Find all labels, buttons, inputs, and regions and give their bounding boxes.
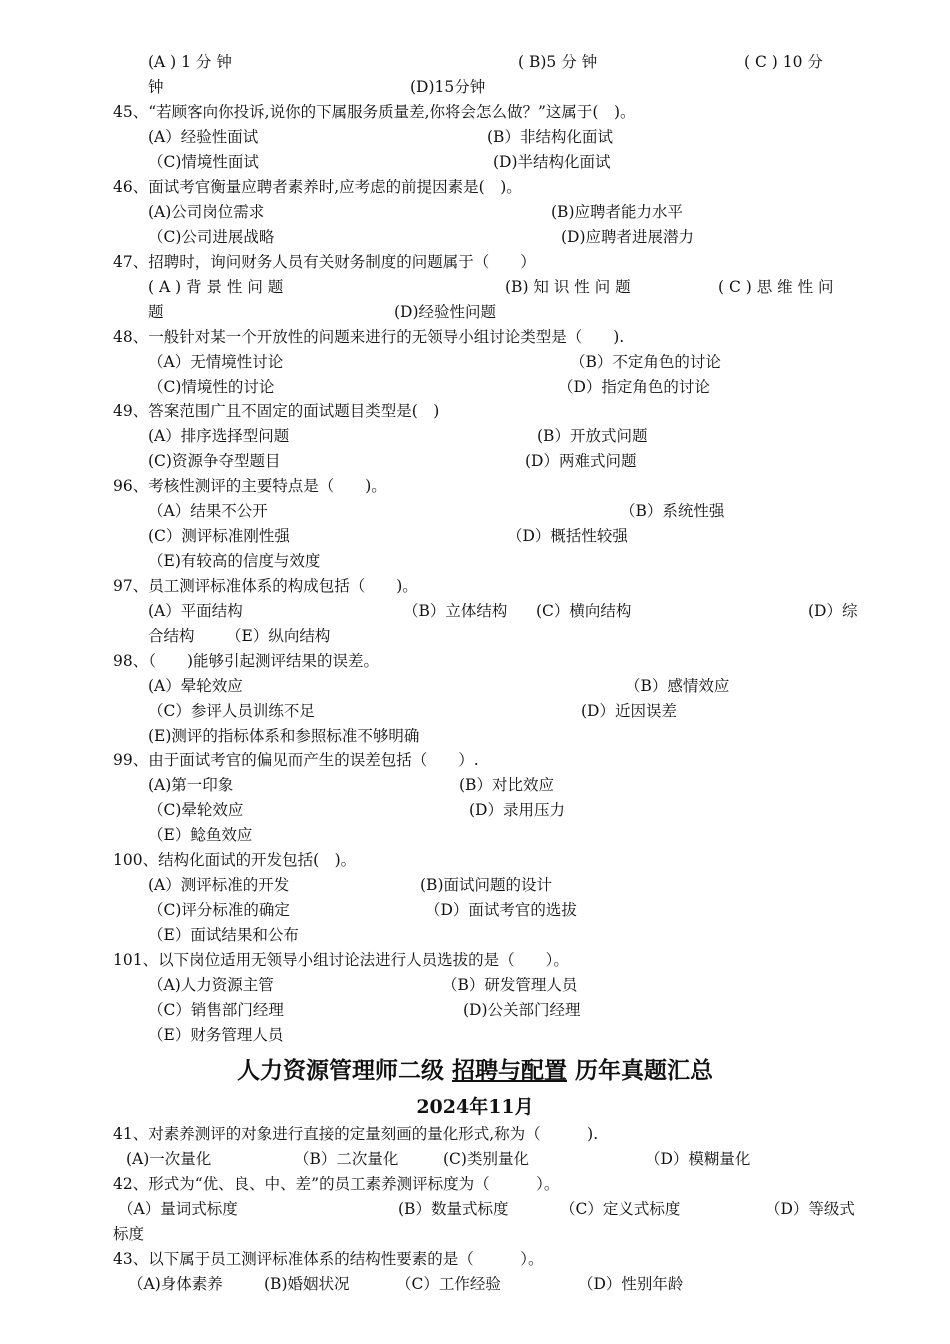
q46-stem: 46、面试考官衡量应聘者素养时,应考虑的前提因素是( )。 [113,178,522,196]
q98-option-a: (A）晕轮效应 [148,677,243,695]
q41-option-a: (A)一次量化 [126,1150,212,1168]
q98-option-b: （B）感情效应 [625,677,730,695]
section-date: 2024年11月 [416,1096,534,1118]
q100-option-b: (B)面试问题的设计 [420,876,552,894]
q97-stem: 97、员工测评标准体系的构成包括（ )。 [113,577,418,595]
q99-stem: 99、由于面试考官的偏见而产生的误差包括（ ）. [113,751,479,769]
q45-stem: 45、“若顾客向你投诉,说你的下属服务质量差,你将会怎么做？”这属于( )。 [113,103,636,121]
q99-option-d: (D）录用压力 [469,801,565,819]
q96-option-e: （E)有较高的信度与效度 [148,552,321,570]
q46-option-a: (A)公司岗位需求 [148,203,265,221]
q44-option-d: (D)15分钟 [410,78,486,96]
q47-option-b: (B) 知 识 性 问 题 [505,278,631,296]
q100-option-c: （C)评分标准的确定 [148,901,290,919]
q43-option-c: （C）工作经验 [396,1275,501,1293]
q42-option-b: (B）数量式标度 [398,1200,509,1218]
q42-stem: 42、形式为“优、良、中、差”的员工素养测评标度为（ ）。 [113,1175,560,1193]
section-title-post: 历年真题汇总 [567,1057,714,1084]
q101-option-e: （E）财务管理人员 [148,1026,284,1044]
q42-option-d: （D）等级式 [765,1200,855,1218]
q43-option-a: （A)身体素养 [128,1275,223,1293]
q44-option-a: (A ) 1 分 钟 [148,53,232,71]
q47-option-a: ( A ) 背 景 性 问 题 [148,278,284,296]
q100-stem: 100、结构化面试的开发包括( )。 [113,851,357,869]
q45-option-a: (A）经验性面试 [148,128,259,146]
q41-option-d: （D）模糊量化 [645,1150,751,1168]
q96-stem: 96、考核性测评的主要特点是（ )。 [113,477,387,495]
q100-option-d: （D）面试考官的选拔 [425,901,577,919]
q97-option-e: （E）纵向结构 [226,627,331,645]
q41-option-c: (C)类别量化 [443,1150,529,1168]
q42-option-d-cont: 标度 [113,1225,145,1243]
section-title-subject: 招聘与配置 [452,1057,567,1084]
q45-option-d: (D)半结构化面试 [493,153,611,171]
q99-option-b: (B）对比效应 [459,776,554,794]
q96-option-b: （B）系统性强 [620,502,725,520]
q46-option-b: (B)应聘者能力水平 [551,203,683,221]
q42-option-a: （A）量词式标度 [118,1200,238,1218]
q49-option-c: (C)资源争夺型题目 [148,452,281,470]
q101-stem: 101、以下岗位适用无领导小组讨论法进行人员选拔的是（ ）。 [113,951,569,969]
q46-option-d: (D)应聘者进展潜力 [561,228,695,246]
q98-option-e: (E)测评的指标体系和参照标准不够明确 [148,727,420,745]
q41-stem: 41、对素养测评的对象进行直接的定量刻画的量化形式,称为（ ). [113,1125,599,1143]
q97-option-d: (D）综 [808,602,858,620]
q99-option-a: (A)第一印象 [148,776,234,794]
q47-stem: 47、招聘时，询问财务人员有关财务制度的问题属于（ ） [113,253,536,271]
q99-option-c: （C)晕轮效应 [148,801,244,819]
q45-option-c: （C)情境性面试 [148,153,259,171]
q44-option-c: ( C ) 10 分 [744,53,823,71]
q49-option-a: (A）排序选择型问题 [148,427,290,445]
q43-option-d: （D）性别年龄 [578,1275,684,1293]
q97-option-c: (C）横向结构 [536,602,632,620]
q96-option-c: (C）测评标准刚性强 [148,527,290,545]
q101-option-c: （C）销售部门经理 [148,1001,284,1019]
q48-option-c: （C)情境性的讨论 [148,378,275,396]
q96-option-a: （A）结果不公开 [148,502,268,520]
q46-option-c: （C)公司进展战略 [148,228,275,246]
q101-option-b: （B）研发管理人员 [442,976,578,994]
q101-option-d: (D)公关部门经理 [463,1001,581,1019]
q99-option-e: （E）鲶鱼效应 [148,826,253,844]
q45-option-b: (B）非结构化面试 [487,128,613,146]
q96-option-d: （D）概括性较强 [507,527,628,545]
q98-option-d: (D）近因误差 [581,702,677,720]
q100-option-a: (A）测评标准的开发 [148,876,290,894]
q43-stem: 43、以下属于员工测评标准体系的结构性要素的是（ ）。 [113,1250,544,1268]
q44-option-c-cont: 钟 [148,78,164,96]
q47-option-c-cont: 题 [148,303,164,321]
q49-option-b: (B）开放式问题 [537,427,648,445]
q98-stem: 98、（ )能够引起测评结果的误差。 [113,652,380,670]
q47-option-d: (D)经验性问题 [394,303,497,321]
section-title-pre: 人力资源管理师二级 [236,1057,452,1084]
q97-option-a: (A）平面结构 [148,602,243,620]
q49-option-d: (D）两难式问题 [525,452,637,470]
q43-option-b: (B)婚姻状况 [264,1275,350,1293]
q100-option-e: （E）面试结果和公布 [148,926,299,944]
q97-option-d-cont: 合结构 [148,627,195,645]
q48-stem: 48、一般针对某一个开放性的问题来进行的无领导小组讨论类型是（ ). [113,328,625,346]
q47-option-c: ( C ) 思 维 性 问 [718,278,834,296]
q48-option-b: （B）不定角色的讨论 [570,353,721,371]
section-title [0,1056,950,1086]
q97-option-b: （B）立体结构 [403,602,508,620]
q98-option-c: （C）参评人员训练不足 [148,702,315,720]
q48-option-a: （A）无情境性讨论 [148,353,284,371]
q48-option-d: （D）指定角色的讨论 [558,378,710,396]
q49-stem: 49、答案范围广且不固定的面试题目类型是( ) [113,402,440,420]
q101-option-a: （A)人力资源主管 [148,976,274,994]
q41-option-b: （B）二次量化 [294,1150,399,1168]
q42-option-c: （C）定义式标度 [560,1200,681,1218]
q44-option-b: ( B)5 分 钟 [518,53,598,71]
